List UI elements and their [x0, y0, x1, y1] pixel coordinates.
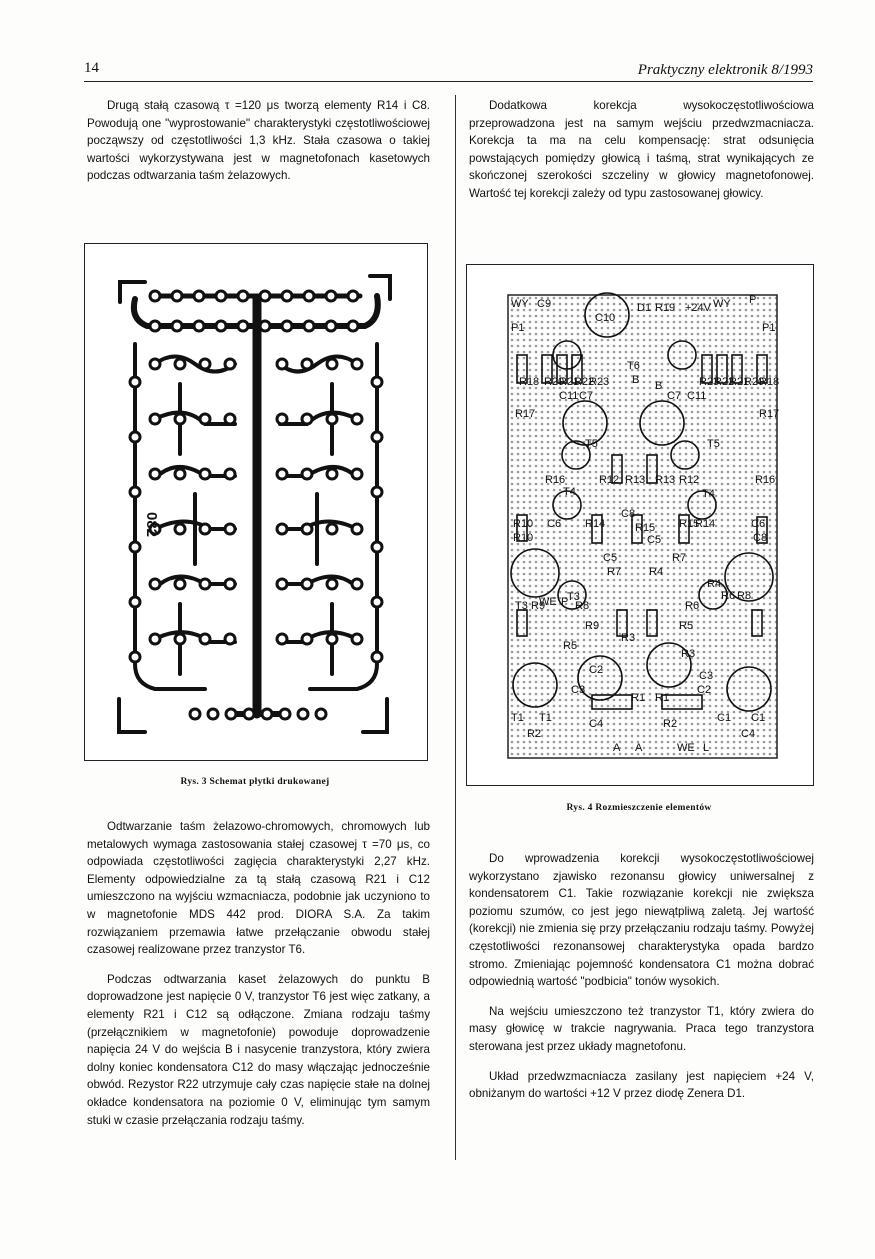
component-label: R17 — [759, 408, 780, 420]
pcb-pad — [175, 634, 185, 644]
pcb-pad — [225, 414, 235, 424]
pcb-pad — [130, 597, 140, 607]
pcb-pad — [130, 487, 140, 497]
pcb-pad — [225, 359, 235, 369]
pcb-pad — [277, 359, 287, 369]
pcb-pad — [190, 709, 200, 719]
pcb-pad — [327, 579, 337, 589]
component-label: R14 — [585, 518, 606, 530]
component-label: R2 — [527, 728, 542, 740]
figure-component-placement — [466, 264, 814, 786]
component-label: R7 — [672, 552, 687, 564]
component-label: R21 — [559, 376, 580, 388]
component-label: R19 — [655, 302, 676, 314]
pcb-pad — [302, 414, 312, 424]
component-label: C2 — [589, 664, 604, 676]
component-label: C5 — [647, 534, 662, 546]
pcb-pad — [208, 709, 218, 719]
pcb-pad — [225, 634, 235, 644]
component-label: R6 — [685, 600, 700, 612]
pcb-pad — [244, 709, 254, 719]
pcb-pad — [277, 414, 287, 424]
pcb-pad — [175, 579, 185, 589]
component-label: R23 — [589, 376, 610, 388]
component-label: C6 — [751, 518, 766, 530]
component-label: WY — [713, 298, 731, 310]
pcb-pad — [200, 414, 210, 424]
pcb-pad — [352, 524, 362, 534]
pcb-pad — [130, 652, 140, 662]
component-label: B — [632, 374, 640, 386]
pcb-pad — [150, 359, 160, 369]
component-label: T1 — [539, 712, 552, 724]
component-label: C11 — [687, 390, 707, 402]
component-label: A — [635, 742, 643, 754]
paragraph: Do wprowadzenia korekcji wysokoczęstotliwościowej wykorzystano zjawisko rezonansu głowicy uniwersalnej z kondensatorem C1. Takie rozwiązanie korekcji nie zwiększa poziomu szumów, co jest jego niewątpliwą zaletą. Jej wartość (korekcji) nie zmienia się przy przełączaniu rodzaju taśmy. Powyżej częstotliwości rezonansowej charakterystyka opada bardzo stromo. Zmieniając pojemność kondensatora C1 można dobrać odpowiednią wartość "podbicia" tonów wysokich. — [469, 852, 814, 989]
pcb-pad — [150, 634, 160, 644]
pcb-pad — [304, 321, 314, 331]
pcb-pad — [150, 321, 160, 331]
component-label: R6 — [721, 590, 736, 602]
component-label: R20 — [544, 376, 565, 388]
paragraph: Układ przedwzmacniacza zasilany jest napięciem +24 V, obniżanym do wartości +12 V przez diodę Zenera D1. — [469, 1069, 814, 1101]
component-label: T5 — [707, 438, 720, 450]
component-label: C4 — [741, 728, 756, 740]
component-label: C6 — [547, 518, 562, 530]
pcb-pad — [348, 291, 358, 301]
pcb-pad — [302, 579, 312, 589]
component-label: P1 — [762, 322, 776, 334]
component-label: T6 — [627, 360, 640, 372]
pcb-pad — [352, 359, 362, 369]
component-label: C8 — [621, 508, 636, 520]
component-label: R13 — [625, 474, 646, 486]
pcb-pad — [282, 321, 292, 331]
pcb-pad — [194, 291, 204, 301]
page-number: 14 — [84, 60, 99, 76]
component-label: R8 — [575, 600, 590, 612]
pcb-pad — [150, 579, 160, 589]
pcb-pad — [316, 709, 326, 719]
component-label: C7 — [579, 390, 594, 402]
pcb-pad — [175, 414, 185, 424]
pcb-pad — [175, 469, 185, 479]
component-label: C1 — [751, 712, 766, 724]
component-label: +24V — [685, 302, 711, 314]
pcb-pad — [302, 359, 312, 369]
pcb-pad — [352, 579, 362, 589]
pcb-pad — [352, 414, 362, 424]
left-top-text — [87, 97, 430, 197]
figure3-caption: Rys. 3 Schemat płytki drukowanej — [180, 777, 330, 787]
pcb-pad — [216, 291, 226, 301]
component-label: C8 — [753, 532, 768, 544]
pcb-pad — [348, 321, 358, 331]
component-label: C2 — [697, 684, 712, 696]
component-label: R5 — [679, 620, 694, 632]
component-label: WE — [677, 742, 695, 754]
component-label: T4 — [702, 488, 715, 500]
component-label: R16 — [755, 474, 776, 486]
pcb-pad — [302, 469, 312, 479]
component-label: R22 — [714, 376, 735, 388]
pcb-pad — [277, 469, 287, 479]
right-top-text — [469, 97, 814, 215]
component-label: R21 — [729, 376, 750, 388]
journal-title: Praktyczny elektronik 8/1993 — [637, 62, 813, 78]
pcb-pad — [150, 414, 160, 424]
pcb-pad — [200, 469, 210, 479]
pcb-pad — [280, 709, 290, 719]
component-label: R5 — [563, 640, 578, 652]
pcb-pad — [200, 524, 210, 534]
pcb-pad — [175, 524, 185, 534]
component-label: R7 — [607, 566, 622, 578]
paragraph: Odtwarzanie taśm żelazowo-chromowych, chromowych lub metalowych wymaga zastosowania stałej czasowej τ =70 μs, co odpowiada częstotliwości zagięcia charakterystyki 2,27 kHz. Elementy odpowiedzialne za tą stałą czasową R21 i C12 umieszczono na wyjściu wzmacniacza, podobnie jak uczyniono to w magnetofonie MDS 442 prod. DIORA S.A. Za takim rozwiązaniem przemawia łatwe przełączanie obwodu stałej czasowej realizowane przez tranzystor T6. — [87, 820, 430, 957]
right-bottom-text — [469, 850, 814, 1115]
pcb-pad — [352, 634, 362, 644]
component-label: R15 — [635, 522, 656, 534]
pcb-pad — [327, 359, 337, 369]
component-label: R18 — [759, 376, 780, 388]
component-label: D1 — [637, 302, 652, 314]
component-label: P — [749, 294, 757, 306]
pcb-pad — [194, 321, 204, 331]
pcb-pad — [225, 469, 235, 479]
pcb-pad — [130, 377, 140, 387]
component-label: R16 — [545, 474, 566, 486]
pcb-pad — [372, 377, 382, 387]
component-label: R10 — [513, 518, 534, 530]
pcb-pad — [372, 542, 382, 552]
pcb-pad — [225, 524, 235, 534]
component-label: R13 — [655, 474, 676, 486]
component-label: L — [703, 742, 710, 754]
pcb-pad — [200, 359, 210, 369]
figure4-caption: Rys. 4 Rozmieszczenie elementów — [566, 803, 712, 813]
pcb-pad — [298, 709, 308, 719]
component-label: T3 — [515, 600, 528, 612]
pcb-pad — [277, 634, 287, 644]
pcb-pad — [372, 432, 382, 442]
component-label: R3 — [621, 632, 636, 644]
pcb-pad — [326, 321, 336, 331]
pcb-pad — [282, 291, 292, 301]
component-label: R18 — [519, 376, 540, 388]
pcb-pad — [172, 291, 182, 301]
component-label: R8 — [737, 590, 752, 602]
pcb-pad — [327, 469, 337, 479]
component-label: R2 — [663, 718, 678, 730]
component-label: R17 — [515, 408, 536, 420]
left-bottom-text — [87, 818, 430, 1141]
component-label: WE — [539, 596, 557, 608]
figure-pcb-layout — [84, 243, 428, 761]
pcb-pad — [226, 709, 236, 719]
component-label: R1 — [655, 692, 670, 704]
pcb-pad — [200, 579, 210, 589]
component-label: R15 — [679, 518, 700, 530]
pcb-pad — [200, 634, 210, 644]
component-label: R12 — [679, 474, 700, 486]
pcb-pad — [150, 469, 160, 479]
column-divider — [455, 95, 456, 1160]
pcb-pad — [260, 321, 270, 331]
pcb-pad — [277, 524, 287, 534]
pcb-pad — [352, 469, 362, 479]
component-label: C5 — [603, 552, 618, 564]
pcb-artwork — [85, 244, 427, 760]
pcb-pad — [175, 359, 185, 369]
component-label: P — [561, 596, 569, 608]
component-label: R9 — [531, 600, 546, 612]
pcb-pad — [150, 291, 160, 301]
paragraph: Drugą stałą czasową τ =120 μs tworzą elementy R14 i C8. Powodują one "wyprostowanie" charakterystyki częstotliwościowej począwszy od częstotliwości 1,3 kHz. Stała czasowa o takiej wartości wykorzystywana jest w magnetofonach kasetowych podczas odtwarzania taśm żelazowych. — [87, 99, 430, 183]
component-label: C10 — [595, 312, 616, 324]
paragraph: Na wejściu umieszczono też tranzystor T1, który zwiera do masy głowicę w trakcie nagrywania. Praca tego tranzystora sterowana jest przez układy magnetofonu. — [469, 1004, 814, 1053]
pcb-pad — [302, 524, 312, 534]
component-label: R22 — [574, 376, 595, 388]
pcb-pad — [302, 634, 312, 644]
pcb-pad — [262, 709, 272, 719]
pcb-pad — [238, 321, 248, 331]
component-label: T4 — [563, 486, 576, 498]
pcb-pad — [372, 652, 382, 662]
component-label: C9 — [537, 298, 552, 310]
component-label: P1 — [511, 322, 525, 334]
component-label: A — [613, 742, 621, 754]
pcb-pad — [304, 291, 314, 301]
component-label: C3 — [571, 684, 586, 696]
component-label: R23 — [699, 376, 720, 388]
paragraph: Dodatkowa korekcja wysokoczęstotliwościowa przeprowadzona jest na samym wejściu przedwzmacniacza. Korekcja ta ma na celu kompensację: strat odsunięcia powstających pomiędzy głowicą i taśmą, strat wynikających ze skończonej szerokości szczeliny w głowicy magnetofonowej. Wartość tej korekcji zależy od typu zastosowanej głowicy. — [469, 99, 814, 200]
pcb-pad — [130, 432, 140, 442]
component-label: T3 — [567, 591, 580, 603]
pcb-pad — [277, 579, 287, 589]
component-label: C4 — [589, 718, 604, 730]
component-label: C7 — [667, 390, 682, 402]
paragraph: Podczas odtwarzania kaset żelazowych do punktu B doprowadzone jest napięcie 0 V, tranzystor T6 jest więc zatkany, a elementy R21 i C12 są odłączone. Zmiana rodzaju taśmy (przełącznikiem w magnetofonie) powoduje doprowadzenie napięcia 24 V do wejścia B i nasycenie tranzystora, który zwiera dolny koniec kondensatora C12 do masy włączając jednocześnie obwód. Rezystor R22 utrzymuje cały czas napięcie stałe na dolnej okładce kondensatora na poziomie 0 V, eliminując tym samym stuki w czasie przełączania rodzaju taśmy. — [87, 972, 430, 1127]
component-label: T5 — [585, 438, 598, 450]
pcb-pad — [327, 524, 337, 534]
header-rule — [84, 81, 813, 82]
component-label: R4 — [707, 578, 722, 590]
component-label: C3 — [699, 670, 714, 682]
pcb-pad — [372, 487, 382, 497]
pcb-pad — [327, 414, 337, 424]
component-label: WY — [511, 298, 529, 310]
board-code: 082 — [143, 512, 160, 538]
component-label: C11 — [559, 390, 579, 402]
pcb-pad — [130, 542, 140, 552]
component-label: R20 — [744, 376, 765, 388]
component-label: R10 — [513, 532, 534, 544]
pcb-pad — [260, 291, 270, 301]
pcb-pad — [372, 597, 382, 607]
pcb-pad — [238, 291, 248, 301]
pcb-pad — [326, 291, 336, 301]
pcb-pad — [172, 321, 182, 331]
placement-artwork — [467, 265, 813, 785]
component-label: R9 — [585, 620, 600, 632]
component-label: R3 — [681, 648, 696, 660]
component-label: R12 — [599, 474, 620, 486]
component-label: C1 — [717, 712, 732, 724]
pcb-pad — [327, 634, 337, 644]
pcb-pad — [216, 321, 226, 331]
component-label: T1 — [511, 712, 524, 724]
component-label: R14 — [695, 518, 716, 530]
component-label: R4 — [649, 566, 664, 578]
component-label: B — [655, 380, 663, 392]
pcb-pad — [225, 579, 235, 589]
component-label: R1 — [631, 692, 646, 704]
